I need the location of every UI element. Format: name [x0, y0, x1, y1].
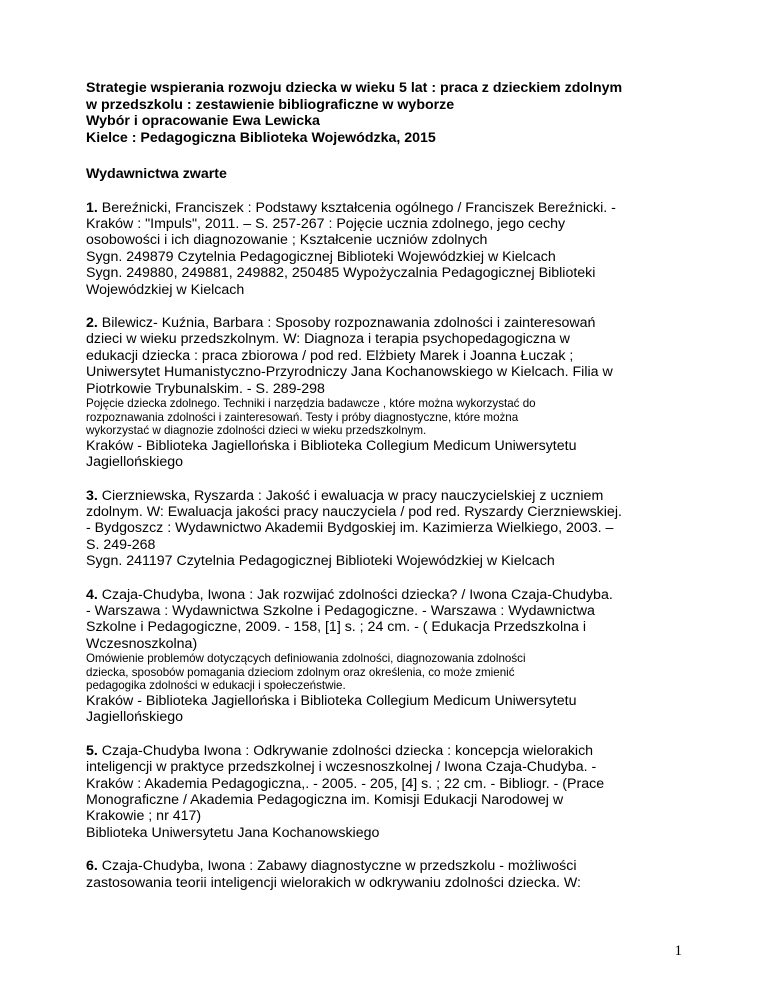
entry-first-line	[86, 488, 696, 504]
entry-location: Kraków - Biblioteka Jagiellońska i Biblioteka Collegium Medicum Uniwersytetu	[86, 437, 577, 454]
entry-text: Bilewicz- Kuźnia, Barbara : Sposoby rozpoznawania zdolności i zainteresowań	[97, 314, 596, 331]
bibliography-entry	[86, 743, 696, 841]
bibliography-entry	[86, 315, 696, 471]
page-number: 1	[674, 943, 682, 959]
header-line: w przedszkolu : zestawienie bibliograficzne w wyborze	[86, 96, 455, 113]
entry-text: Czaja-Chudyba, Iwona : Zabawy diagnostyczne w przedszkolu - możliwości	[97, 858, 577, 875]
entry-line: Sygn. 249879 Czytelnia Pedagogicznej Biblioteki Wojewódzkiej w Kielcach	[86, 248, 556, 265]
entry-text: Cierzniewska, Ryszarda : Jakość i ewaluacja w pracy nauczycielskiej z uczniem	[97, 487, 604, 504]
entry-line: Krakowie ; nr 417)	[86, 808, 202, 825]
header-line: Wybór i opracowanie Ewa Lewicka	[86, 113, 320, 129]
entry-location: Kraków - Biblioteka Jagiellońska i Biblioteka Collegium Medicum Uniwersytetu	[86, 693, 577, 709]
entry-first-line	[86, 858, 696, 874]
entry-first-line	[86, 200, 696, 216]
section-title: Wydawnictwa zwarte	[86, 166, 227, 182]
entry-annotation: pedagogika zdolności w edukacji i społeczeństwie.	[86, 679, 346, 693]
entry-line: S. 249-268	[86, 536, 156, 553]
entry-number: 4.	[86, 586, 98, 603]
entry-text: Czaja-Chudyba, Iwona : Jak rozwijać zdolności dziecka? / Iwona Czaja-Chudyba.	[97, 586, 613, 603]
bibliography-entry	[86, 587, 696, 726]
entry-line: Sygn. 241197 Czytelnia Pedagogicznej Biblioteki Wojewódzkiej w Kielcach	[86, 553, 555, 570]
entry-text: Czaja-Chudyba Iwona : Odkrywanie zdolności dziecka : koncepcja wielorakich	[97, 742, 594, 759]
bibliography-entry	[86, 200, 696, 298]
entry-annotation: wykorzystać w diagnozie zdolności dzieci w wieku przedszkolnym.	[86, 424, 427, 438]
entry-first-line	[86, 587, 696, 603]
entry-line: Kraków : "Impuls", 2011. – S. 257-267 : Pojęcie ucznia zdolnego, jego cechy	[86, 215, 566, 232]
entry-annotation: Pojęcie dziecka zdolnego. Techniki i narzędzia badawcze , które można wykorzystać do	[86, 396, 536, 410]
entry-annotation: dziecka, sposobów pomagania dzieciom zdolnym oraz określenia, co może zmienić	[86, 665, 515, 679]
entry-line: inteligencji w praktyce przedszkolnej i wczesnoszkolnej / Iwona Czaja-Chudyba. -	[86, 759, 597, 776]
entry-line: Wczesnoszkolna)	[86, 635, 198, 652]
entry-line: Monograficzne / Akademia Pedagogiczna im. Komisji Edukacji Narodowej w	[86, 792, 564, 809]
entry-line: Szkolne i Pedagogiczne, 2009. - 158, [1] s. ; 24 cm. - ( Edukacja Przedszkolna i	[86, 619, 586, 636]
entry-line: edukacji dziecka : praca zbiorowa / pod red. Elżbiety Marek i Joanna Łuczak ;	[86, 347, 574, 364]
entry-number: 1.	[86, 199, 98, 216]
entry-line: - Bydgoszcz : Wydawnictwo Akademii Bydgoskiej im. Kazimierza Wielkiego, 2003. –	[86, 520, 614, 537]
bibliography-list	[86, 200, 696, 892]
entry-line: zastosowania teorii inteligencji wielorakich w odkrywaniu zdolności dziecka. W:	[86, 874, 581, 891]
entry-line: Sygn. 249880, 249881, 249882, 250485 Wypożyczalnia Pedagogicznej Biblioteki	[86, 265, 596, 282]
document-header	[86, 80, 696, 146]
header-line: Kielce : Pedagogiczna Biblioteka Wojewódzka, 2015	[86, 129, 436, 146]
entry-location: Jagiellońskiego	[86, 454, 184, 471]
entry-line: Biblioteka Uniwersytetu Jana Kochanowskiego	[86, 824, 380, 841]
entry-location: Jagiellońskiego	[86, 709, 184, 726]
entry-annotation: Omówienie problemów dotyczących definiowania zdolności, diagnozowania zdolności	[86, 652, 526, 666]
entry-first-line	[86, 315, 696, 331]
entry-first-line	[86, 743, 696, 759]
entry-number: 3.	[86, 487, 98, 504]
entry-line: zdolnym. W: Ewaluacja jakości pracy nauczyciela / pod red. Ryszardy Cierzniewskiej.	[86, 503, 622, 520]
document-page	[86, 80, 696, 891]
entry-number: 6.	[86, 858, 98, 875]
entry-line: Wojewódzkiej w Kielcach	[86, 281, 245, 298]
bibliography-entry	[86, 858, 696, 891]
entry-line: - Warszawa : Wydawnictwa Szkolne i Pedagogiczne. - Warszawa : Wydawnictwa	[86, 603, 595, 619]
entry-annotation: rozpoznawania zdolności i zainteresowań. Testy i próby diagnostyczne, które można	[86, 410, 519, 424]
entry-number: 5.	[86, 742, 98, 759]
bibliography-entry	[86, 488, 696, 570]
entry-line: dzieci w wieku przedszkolnym. W: Diagnoza i terapia psychopedagogiczna w	[86, 331, 570, 348]
entry-line: Piotrkowie Trybunalskim. - S. 289-298	[86, 380, 325, 397]
entry-text: Bereźnicki, Franciszek : Podstawy kształcenia ogólnego / Franciszek Bereźnicki. -	[97, 199, 616, 216]
entry-line: Kraków : Akademia Pedagogiczna,. - 2005. - 205, [4] s. ; 22 cm. - Bibliogr. - (Prace	[86, 775, 605, 792]
entry-number: 2.	[86, 314, 98, 331]
entry-line: osobowości i ich diagnozowanie ; Kształcenie uczniów zdolnych	[86, 232, 488, 249]
header-line: Strategie wspierania rozwoju dziecka w wieku 5 lat : praca z dzieckiem zdolnym	[86, 80, 623, 96]
entry-line: Uniwersytet Humanistyczno-Przyrodniczy Jana Kochanowskiego w Kielcach. Filia w	[86, 364, 613, 381]
